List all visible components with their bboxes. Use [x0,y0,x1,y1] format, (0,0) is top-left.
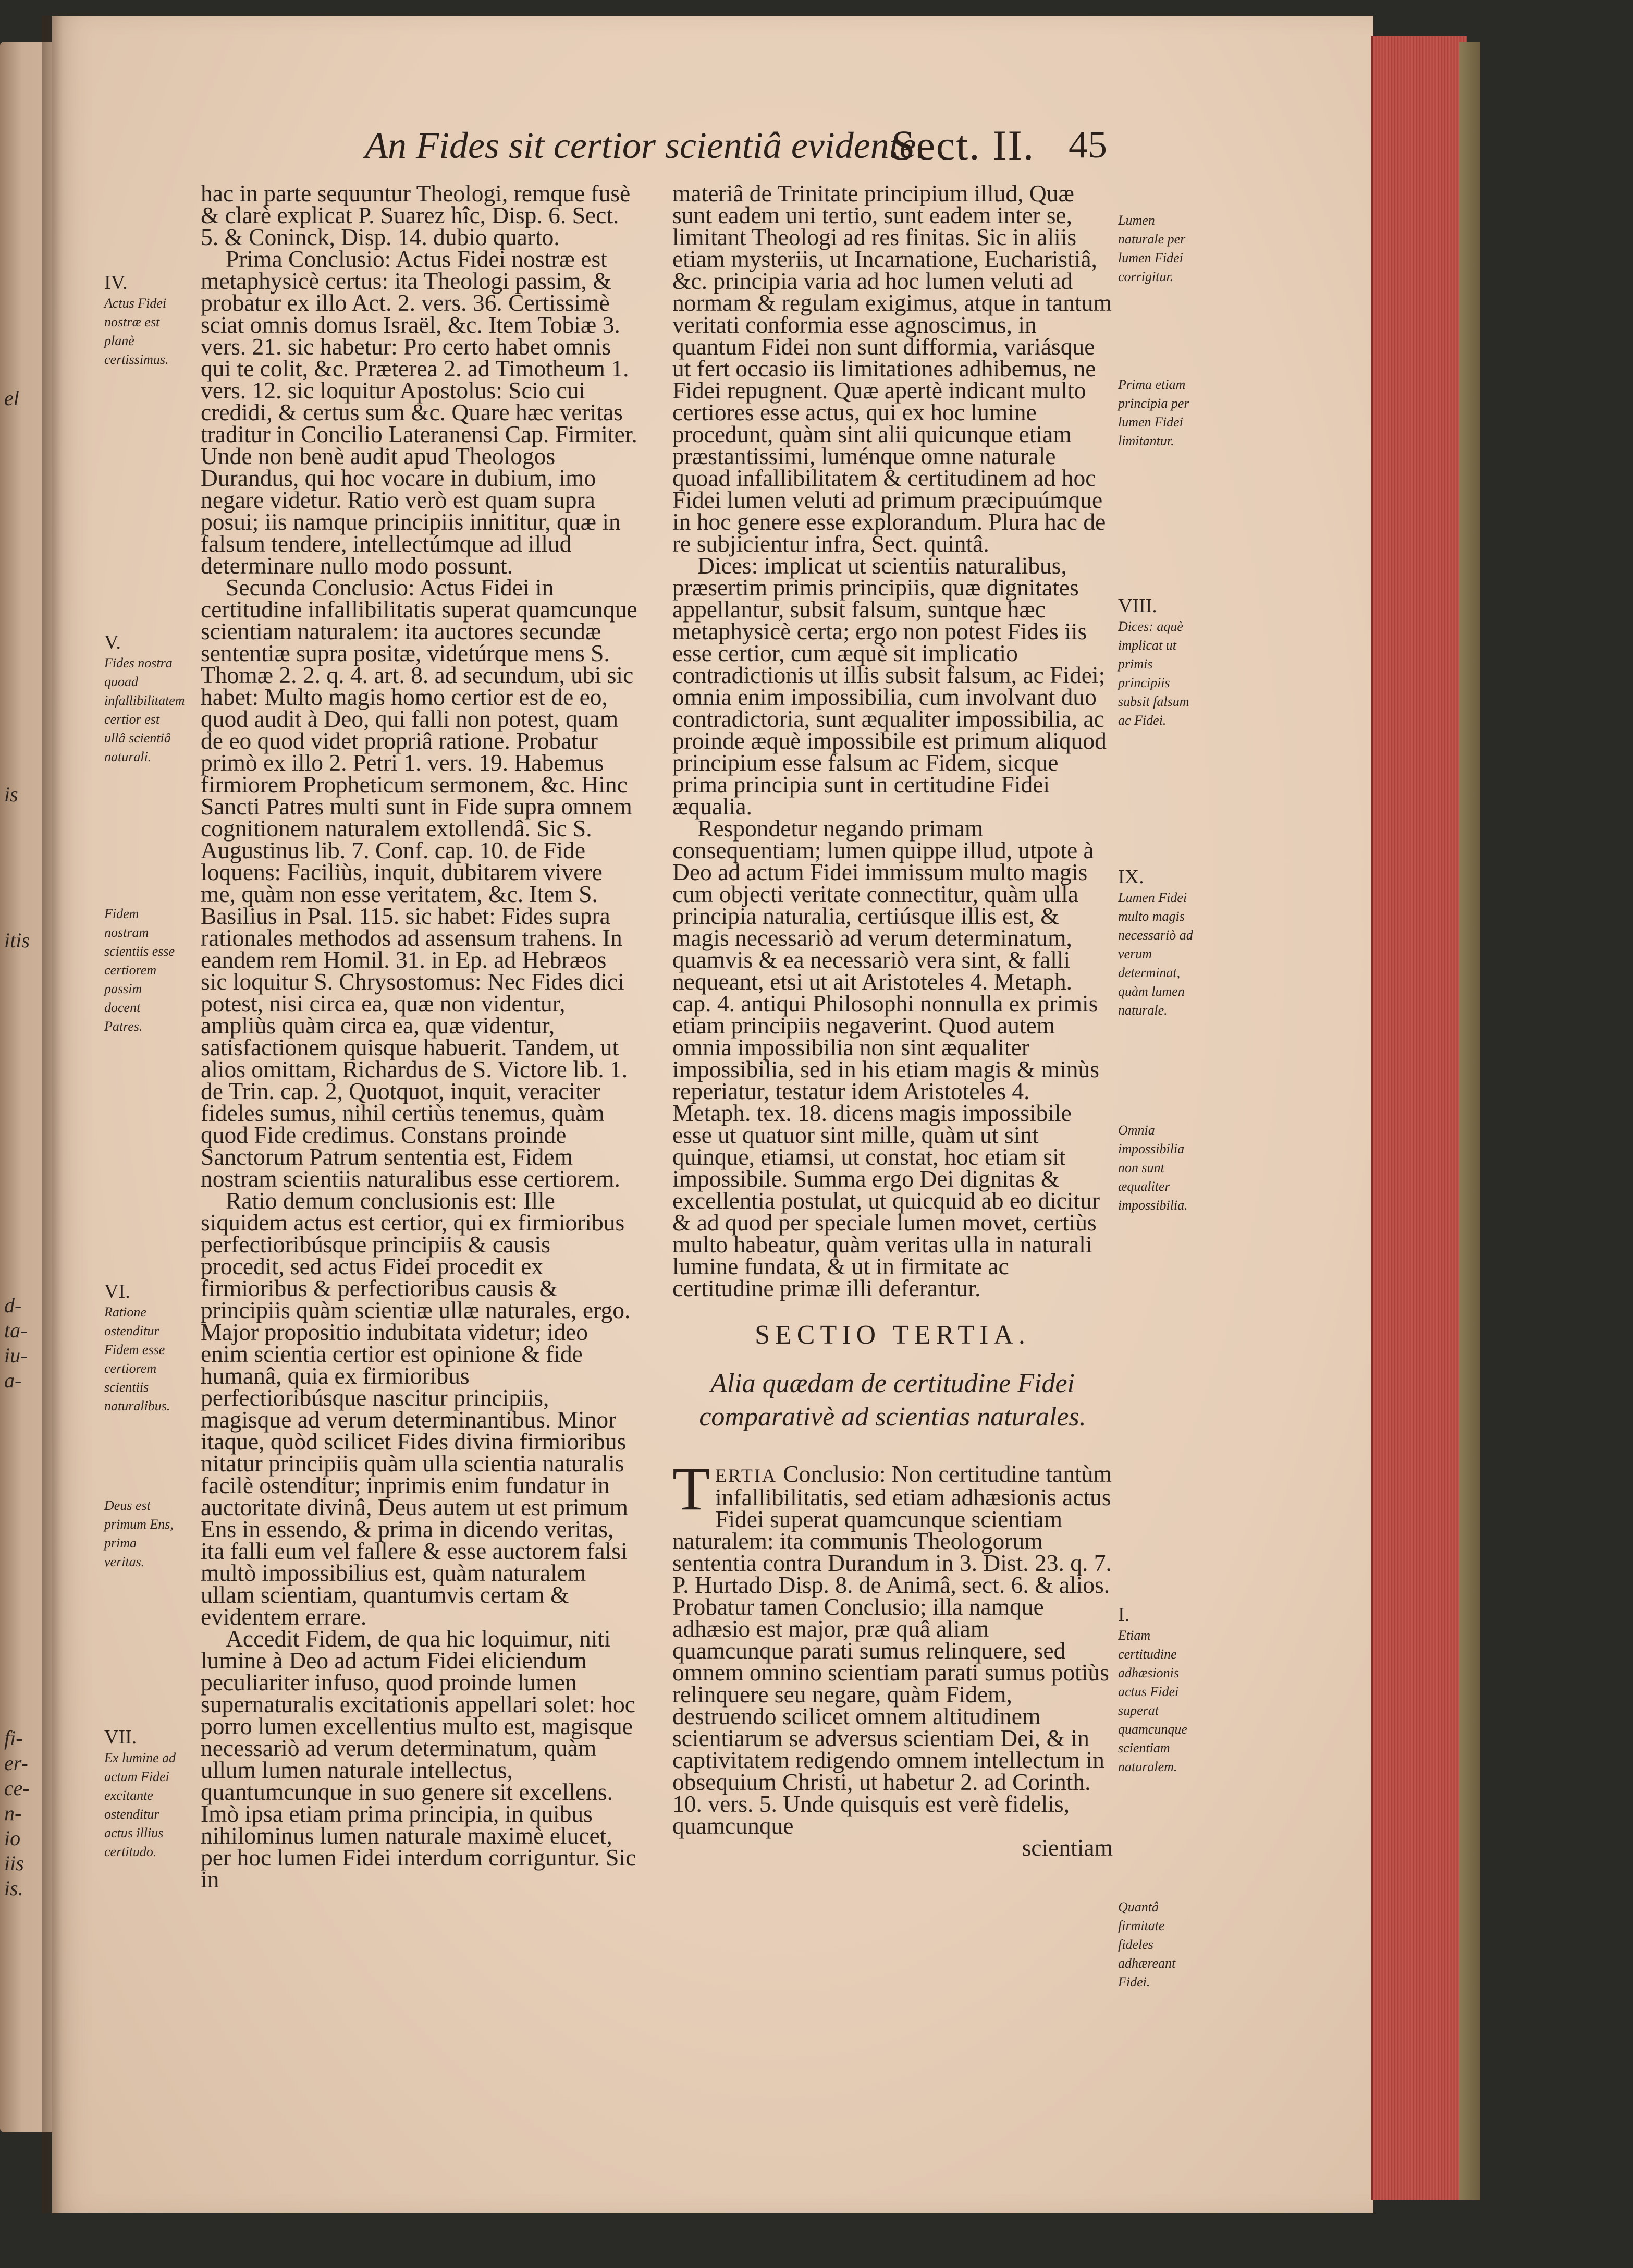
margin-note [1118,211,1196,286]
margin-note-text: Dices: aquè implicat ut primis principiis subsit falsum ac Fidei. [1118,619,1189,728]
margin-note [1118,1898,1196,1992]
margin-note-text: Quantâ firmitate fideles adhæreant Fidei. [1118,1899,1176,1990]
small-caps-word: ERTIA [715,1465,777,1486]
previous-page-fragment [4,928,48,953]
margin-note-number: VI. [104,1281,130,1302]
fragment-line: er- [4,1751,28,1775]
margin-note-text: Prima etiam principia per lumen Fidei limitantur. [1118,377,1189,448]
paragraph: hac in parte sequuntur Theologi, remque fusè & clarè explicat P. Suarez hîc, Disp. 6. Sect. 5. & Coninck, Disp. 14. dubio quarto. [201,180,631,250]
margin-note [1118,594,1196,730]
previous-page-fragment [4,1726,48,1901]
margin-note [104,1496,180,1571]
fragment-line: n- [4,1801,22,1825]
section-heading: SECTIO TERTIA. [755,1320,1030,1350]
red-page-edges [1371,36,1467,2200]
paragraph-text: Conclusio: Non certitudine tantùm infallibilitatis, sed etiam adhæsionis actus Fidei superat quamcunque scientiam naturalem: ita communis Theologorum sententia contra Durandum in 3. Dist. 23. q. 7. P. Hurtado Disp. 8. de Animâ, sect. 6. & alios. Probatur tamen Conclusio; illa namque adhæsio est major, præ quâ aliam quamcunque parati sumus relinquere, sed omnem omnino scientiam parati sumus potiùs relinquere seu negare, quàm Fidem, destruendo scilicet omnem altitudinem scientiarum se adversus scientiam Dei, & in captivitatem redigendo omnem intellectum in obsequium Christi, ut habetur 2. ad Corinth. 10. vers. 5. Unde quisquis est verè fidelis, quamcunque [672,1460,1112,1839]
fragment-line: ce- [4,1776,30,1800]
book-cover-edge [1459,42,1480,2200]
margin-note-text: Ex lumine ad actum Fidei excitante ostenditur actus illius certitudo. [104,1750,176,1859]
margin-note-number: IV. [104,272,128,294]
margin-note [104,1726,180,1861]
margin-note-number: IX. [1118,866,1144,888]
fragment-line: is. [4,1876,23,1900]
margin-note [1118,865,1196,1020]
paragraph: Dices: implicat ut scientiis naturalibus, præsertim primis principiis, quæ dignitates appellantur, subsit falsum, suntque hæc metaphysicè certa; ergo non potest Fides iis esse certior, cum æquè sit implicatio contradictionis ut illis subsit falsum, ac Fidei; omnia enim impossibilia, cum involvant duo contradictoria, sunt æqualiter impossibilia, ac proinde æquè impossibile est primum aliquod principium esse falsum ac Fidem, sicque prima principia sunt in certitudine Fidei æqualia. [672,552,1107,820]
margin-note-text: Actus Fidei nostræ est planè certissimus. [104,296,169,367]
section-title: Alia quædam de certitudine Fidei comparativè ad scientias naturales. [699,1369,1086,1432]
margin-note-text: Etiam certitudine adhæsionis actus Fidei superat quamcunque scientiam naturalem. [1118,1628,1187,1774]
margin-note-text: Fidem nostram scientiis esse certiorem passim docent Patres. [104,906,175,1034]
margin-note-text: Deus est primum Ens, prima veritas. [104,1498,174,1569]
margin-note [104,631,185,766]
margin-note [104,1280,180,1416]
margin-note-text: Ratione ostenditur Fidem esse certiorem scientiis naturalibus. [104,1304,170,1413]
running-head-section: Sect. II. [891,121,1035,169]
drop-cap: T [672,1455,710,1523]
fragment-line: el [4,386,19,410]
margin-note-text: Lumen Fidei multo magis necessariò ad verum determinat, quàm lumen naturale. [1118,890,1193,1018]
fragment-line: iu- [4,1344,28,1367]
fragment-line: iis [4,1851,24,1875]
fragment-line: is [4,783,18,806]
fragment-line: ta- [4,1319,28,1342]
running-head-title: An Fides sit certior scientiâ evidente. [365,125,926,166]
fragment-line: fi- [4,1726,23,1750]
previous-page-fragment [4,386,48,411]
page-number: 45 [1069,124,1107,166]
paragraph: Accedit Fidem, de qua hic loquimur, niti lumine à Deo ad actum Fidei eliciendum peculiariter infuso, quod proinde lumen supernaturalis excitationis appellari solet: hoc porro lumen excellentius multo est, magisque necessariò ad verum determinatum, quàm ullum lumen naturale intellectus, quantumcunque in suo genere sit excellens. Imò ipsa etiam prima principia, in quibus nihilominus lumen naturale maximè elucet, per hoc lumen Fidei interdum corriguntur. Sic in [201,1625,636,1893]
fragment-line: d- [4,1294,22,1317]
margin-note-text: Fides nostra quoad infallibilitatem certior est ullâ scientiâ naturali. [104,655,185,764]
paragraph: Secunda Conclusio: Actus Fidei in certitudine infallibilitatis superat quamcunque scientiam naturalem: ita auctores secundæ sententiæ supra positæ, videtúrque mens S. Thomæ 2. 2. q. 4. art. 8. ad secundum, ubi sic habet: Multo magis homo certior est de eo, quod audit à Deo, qui falli non potest, quam de eo quod videt propriâ ratione. Probatur primò ex illo 2. Petri 1. vers. 19. Habemus firmiorem Propheticum sermonem, &c. Hinc Sancti Patres multi sunt in Fide supra omnem cognitionem naturalem extollendâ. Sic S. Augustinus lib. 7. Conf. cap. 10. de Fide loquens: Faciliùs, inquit, dubitarem vivere me, quàm non esse veritatem, &c. Item S. Basilius in Psal. 115. sic habet: Fides supra rationales methodos ad assensum trahens. In eandem rem Homil. 31. in Ep. ad Hebræos sic loquitur S. Chrysostomus: Nec Fides dici potest, nisi circa ea, quæ non videntur, ampliùs quàm circa ea, quæ videntur, satisfactionem quisque habuerit. Tandem, ut alios omittam, Richardus de S. Victore lib. 1. de Trin. cap. 2, Quotquot, inquit, veraciter fideles sumus, nihil certiùs tenemus, quàm quod Fide credimus. Constans proinde Sanctorum Patrum sententia est, Fidem nostram scientiis naturalibus esse certiorem. [201,574,637,1192]
paragraph: materiâ de Trinitate principium illud, Quæ sunt eadem uni tertio, sunt eadem inter se, limitant Theologi ad res finitas. Sic in aliis etiam mysteriis, ut Incarnatione, Eucharistiâ, &c. principia varia ad hoc lumen veluti ad normam & regulam exigimus, atque in tantum veritati conformia esse agnoscimus, in quantum Fidei non sunt difformia, variásque ut fert occasio iis limitationes adhibemus, ne Fidei repugnent. Quæ apertè indicant multo certiores esse actus, qui ex hoc lumine procedunt, quàm sint alii quicunque etiam præstantissimi, luménque omne naturale quoad infallibilitatem & certitudinem ad hoc Fidei lumen veluti ad primum præcipuúmque in hoc genere esse explorandum. Plura hac de re subjicientur infra, Sect. quintâ. [672,180,1112,557]
catchword: scientiam [1022,1834,1113,1861]
previous-page-fragment [4,1293,48,1393]
margin-note [1118,375,1196,450]
margin-note [104,905,180,1036]
margin-note-number: VIII. [1118,595,1157,617]
margin-note-number: VII. [104,1726,137,1748]
paragraph: Prima Conclusio: Actus Fidei nostræ est metaphysicè certus: ita Theologi passim, & probatur ex illo Act. 2. vers. 36. Certissimè sciat omnis domus Israël, &c. Item Tobiæ 3. vers. 21. sic habetur: Pro certo habet omnis qui te colit, &c. Præterea 2. ad Timotheum 1. vers. 12. sic loquitur Apostolus: Scio cui credidi, & certus sum &c. Quare hæc veritas traditur in Concilio Lateranensi Cap. Firmiter. Unde non benè audit apud Theologos Durandus, qui hoc vocare in dubium, imo negare videtur. Ratio verò est quam supra posui; iis namque principiis innititur, quæ in falsum tendere, intellectúmque ad illud determinare nullo modo possunt. [201,246,637,579]
margin-note-number: V. [104,631,121,653]
margin-note-number: I. [1118,1604,1130,1626]
previous-page-fragment [4,782,48,807]
right-text-column [672,182,1113,1859]
running-head [365,121,1381,181]
paragraph [672,1455,1113,1839]
margin-note [1118,1121,1196,1215]
margin-note [1118,1603,1196,1776]
left-text-column [201,182,639,1891]
fragment-line: itis [4,929,30,952]
margin-note-text: Omnia impossibilia non sunt æqualiter impossibilia. [1118,1123,1188,1213]
margin-note-text: Lumen naturale per lumen Fidei corrigitur. [1118,213,1186,284]
paragraph: Respondetur negando primam consequentiam; lumen quippe illud, utpote à Deo ad actum Fidei immissum multo magis cum objecti veritate connectitur, quàm ulla principia naturalia, certiúsque illis est, & magis necessariò ad verum determinatum, quamvis & ea necessariò vera sint, & falli nequeant, etsi ut ait Aristoteles 4. Metaph. cap. 4. antiqui Philosophi nonnulla ex primis etiam principiis negaverint. Quod autem omnia impossibilia non sint æqualiter impossibilia, sed in his etiam magis & minùs reperiatur, testatur idem Aristoteles 4. Metaph. tex. 18. dicens magis impossibile esse ut quatuor sint mille, quàm ut sint quinque, etiamsi, ut constat, hoc etiam sit impossibile. Summa ergo Dei dignitas & excellentia postulat, ut quicquid ab eo dicitur & ad quod per speciale lumen movet, certiùs multo habeatur, quàm veritas ulla in naturali lumine fundata, & ut in firmitate ac certitudine primæ illi deferantur. [672,815,1100,1301]
fragment-line: a- [4,1369,22,1392]
paragraph: Ratio demum conclusionis est: Ille siquidem actus est certior, qui ex firmioribus perfectioribúsque principiis & causis procedit, sed actus Fidei procedit ex firmioribus & perfectioribus causis & principiis quàm scientiæ ullæ naturales, ergo. Major propositio indubitata videtur; ideo enim scientia certior est opinione & fide humanâ, quia ex firmioribus perfectioribúsque nascitur principiis, magisque ad verum determinantibus. Minor itaque, quòd scilicet Fides divina firmioribus nitatur principiis quàm ulla scientia naturalis facilè ostenditur; inprimis enim fundatur in auctoritate divinâ, Deus autem ut est primum Ens in essendo, & prima in dicendo veritas, ita falli eum vel fallere & esse auctorem falsi multò impossibilius est, quàm naturalem ullam scientiam, quantumvis certam & evidentem errare. [201,1187,631,1630]
margin-note [104,271,180,369]
fragment-line: io [4,1826,21,1850]
